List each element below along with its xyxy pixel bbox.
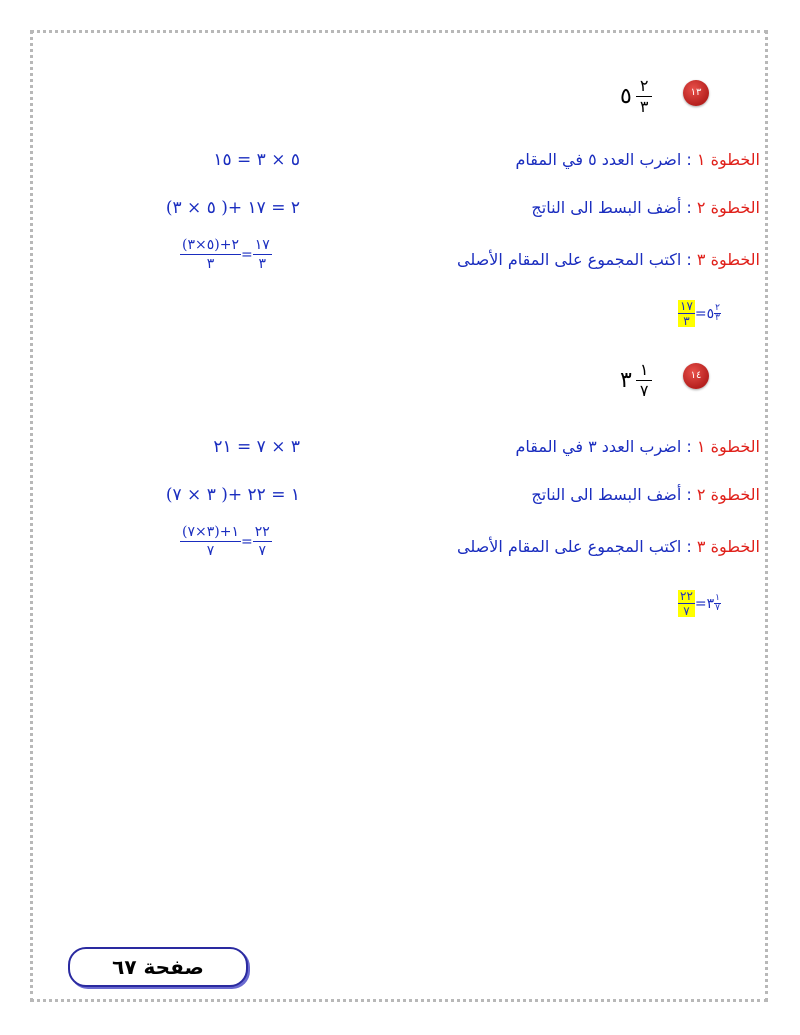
equals-sign: = <box>241 533 253 550</box>
numerator: ٢٢ <box>254 524 270 540</box>
small-fraction <box>714 594 721 613</box>
whole-number: ٥ <box>706 305 715 322</box>
whole-number: ٥ <box>620 84 632 109</box>
problem-13-number-badge: ١٣ <box>683 80 709 106</box>
denominator: ٧ <box>258 543 267 559</box>
problem-13-step-3-equation <box>180 238 272 271</box>
denominator: ٣ <box>206 256 215 272</box>
denominator: ٣ <box>258 256 267 272</box>
numerator: ١ <box>636 362 653 381</box>
denominator: ٣ <box>715 313 720 323</box>
problem-14-mixed-number <box>620 362 652 399</box>
step-label: الخطوة ٢ <box>696 485 760 504</box>
equals-sign: = <box>694 305 707 322</box>
step-label: الخطوة ١ <box>696 437 760 456</box>
small-fraction <box>714 304 721 323</box>
denominator: ٧ <box>683 604 690 618</box>
step-label: الخطوة ٣ <box>696 250 760 269</box>
numerator: (٣×٧)+١ <box>182 524 239 540</box>
problem-14-step-2 <box>531 485 760 504</box>
fraction-left <box>180 238 241 271</box>
problem-14-step-1-equation: ٣ × ٧ = ٢١ <box>213 437 300 457</box>
equals-sign: = <box>241 246 253 263</box>
problem-13-mixed-number <box>620 78 652 115</box>
problem-13-step-2 <box>531 198 760 217</box>
whole-number: ٣ <box>706 595 715 612</box>
fraction-right <box>253 525 272 558</box>
numerator: ٢٢ <box>680 589 693 603</box>
problem-13-step-1-equation: ٥ × ٣ = ١٥ <box>213 150 300 170</box>
page-number-label: صفحة ٦٧ <box>68 947 248 987</box>
result-fraction <box>678 300 695 327</box>
numerator: ١٧ <box>680 299 693 313</box>
denominator: ٣ <box>639 97 649 116</box>
page-border <box>30 30 768 1002</box>
denominator: ٣ <box>683 314 690 328</box>
step-text: : اكتب المجموع على المقام الأصلى <box>457 537 697 556</box>
problem-13-step-2-equation: (٥ × ٣ )+ ٢ = ١٧ <box>165 198 300 218</box>
problem-13-answer <box>678 300 721 327</box>
problem-13-step-1 <box>515 150 760 169</box>
whole-number: ٣ <box>620 368 632 393</box>
step-text: : اضرب العدد ٥ في المقام <box>515 150 697 169</box>
step-text: : اضرب العدد ٣ في المقام <box>515 437 697 456</box>
numerator: ٢ <box>715 303 720 313</box>
result-fraction <box>678 590 695 617</box>
problem-14-step-1 <box>515 437 760 456</box>
step-text: : اكتب المجموع على المقام الأصلى <box>457 250 697 269</box>
problem-13-step-3 <box>457 250 760 269</box>
fraction-right <box>253 238 272 271</box>
step-label: الخطوة ٢ <box>696 198 760 217</box>
equals-sign: = <box>694 595 707 612</box>
problem-14-number-badge: ١٤ <box>683 363 709 389</box>
numerator: ١ <box>715 593 720 603</box>
step-text: : أضف البسط الى الناتج <box>531 485 697 504</box>
step-label: الخطوة ١ <box>696 150 760 169</box>
numerator: ١٧ <box>254 237 270 253</box>
denominator: ٧ <box>639 381 649 400</box>
problem-14-answer <box>678 590 721 617</box>
denominator: ٧ <box>715 603 720 613</box>
problem-14-step-2-equation: (٣ × ٧ )+ ١ = ٢٢ <box>165 485 300 505</box>
fraction-left <box>180 525 241 558</box>
fraction <box>636 362 653 399</box>
problem-14-step-3 <box>457 537 760 556</box>
denominator: ٧ <box>206 543 215 559</box>
step-label: الخطوة ٣ <box>696 537 760 556</box>
problem-14-step-3-equation <box>180 525 272 558</box>
step-text: : أضف البسط الى الناتج <box>531 198 697 217</box>
numerator: (٥×٣)+٢ <box>182 237 239 253</box>
fraction <box>636 78 653 115</box>
numerator: ٢ <box>636 78 653 97</box>
